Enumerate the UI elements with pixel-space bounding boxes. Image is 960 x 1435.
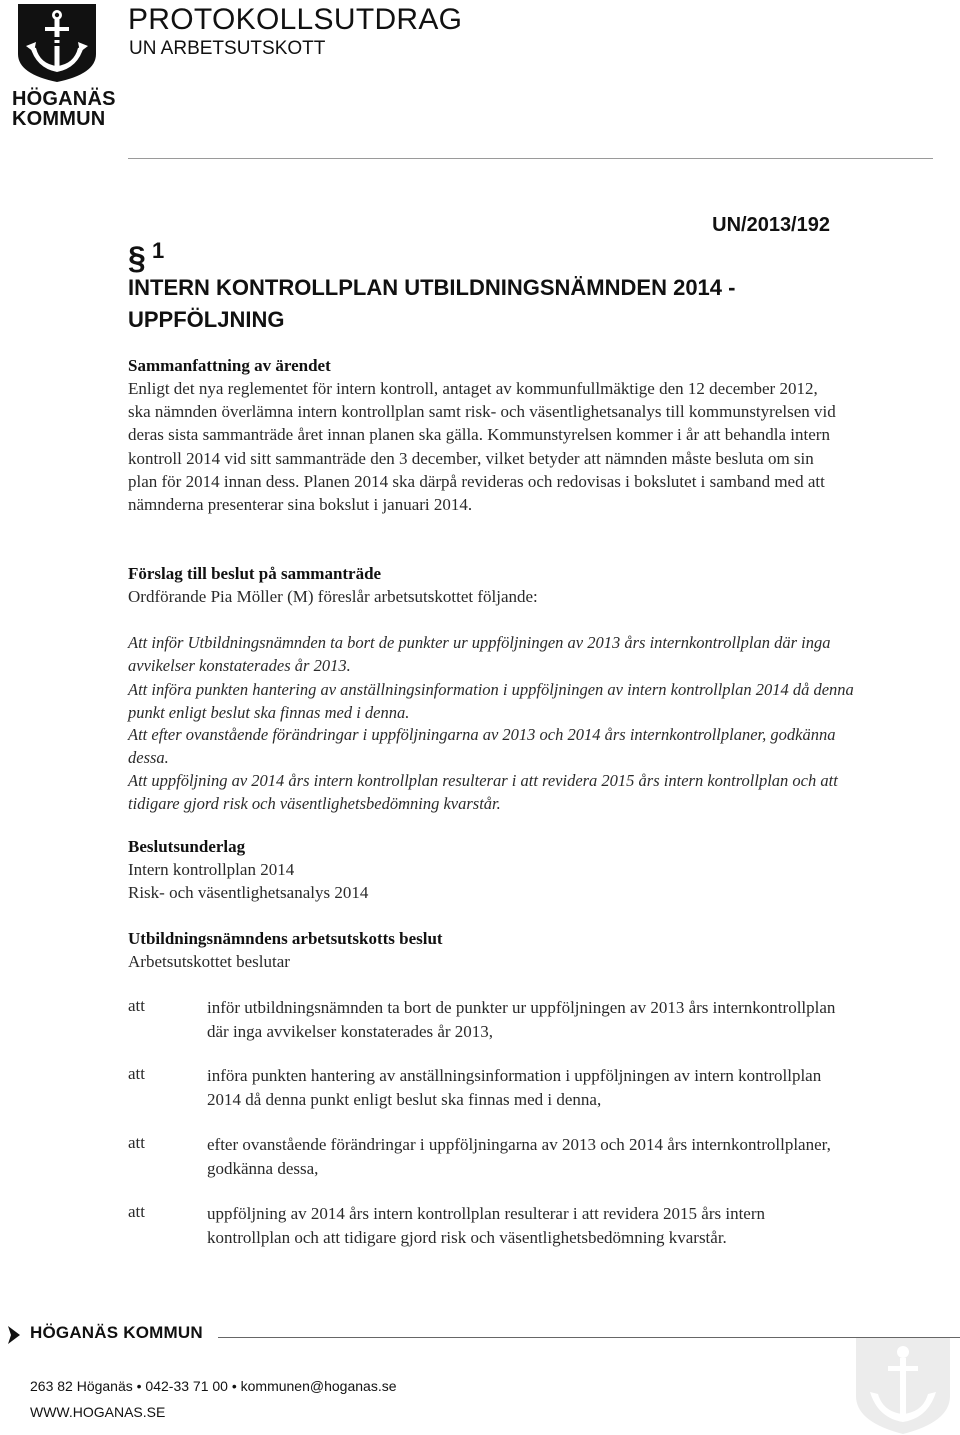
footer-contact: 263 82 Höganäs • 042-33 71 00 • kommunen@hoganas.se: [30, 1378, 397, 1394]
document-subtitle: UN ARBETSUTSKOTT: [129, 38, 326, 59]
hoganas-logo: [12, 2, 116, 130]
decision-item-text: införa punkten hantering av anställningsinformation i uppföljningen av intern kontrollplan 2014 då denna punkt enligt beslut ska finnas med i denna,: [207, 1066, 822, 1109]
section-number: 1: [152, 238, 165, 263]
decision-item-text: efter ovanstående förändringar i uppföljningarna av 2013 och 2014 års internkontrollplaner, godkänna dessa,: [207, 1135, 831, 1178]
basis-item: Intern kontrollplan 2014: [128, 860, 295, 879]
proposal-item: Att införa punkten hantering av anställningsinformation i uppföljningen av intern kontrollplan 2014 då denna punkt enligt beslut ska finnas med i denna.: [128, 680, 854, 722]
logo-text-kommun: KOMMUN: [12, 108, 106, 130]
anchor-shield-icon: [12, 2, 102, 84]
document-title: PROTOKOLLSUTDRAG: [128, 3, 463, 36]
proposal-item: Att efter ovanstående förändringar i uppföljningarna av 2013 och 2014 års internkontrollplaner, godkänna dessa.: [128, 725, 836, 767]
basis-item: Risk- och väsentlighetsanalys 2014: [128, 883, 369, 902]
section-symbol-glyph: §: [128, 240, 146, 276]
proposal-intro: Ordförande Pia Möller (M) föreslår arbetsutskottet följande:: [128, 587, 538, 606]
decision-item-text: inför utbildningsnämnden ta bort de punkter ur uppföljningen av 2013 års internkontrollplan där inga avvikelser konstaterades år 2013,: [207, 998, 836, 1041]
proposal-item: Att uppföljning av 2014 års intern kontrollplan resulterar i att revidera 2015 års intern kontrollplan och att tidigare gjord risk och väsentlighetsbedömning kvarstår.: [128, 771, 838, 813]
decision-item-marker: att: [128, 1064, 145, 1083]
anchor-watermark-icon: [846, 1334, 960, 1435]
proposal-item: Att inför Utbildningsnämnden ta bort de punkter ur uppföljningen av 2013 års internkontrollplan där inga avvikelser konstaterades år 2013.: [128, 633, 831, 675]
decision-heading: Utbildningsnämndens arbetsutskotts beslut: [128, 929, 443, 948]
decision-intro: Arbetsutskottet beslutar: [128, 952, 290, 971]
decision-item-text: uppföljning av 2014 års intern kontrollplan resulterar i att revidera 2015 års intern kontrollplan och att tidigare gjord risk och väsentlighetsbedömning kvarstår.: [207, 1204, 766, 1247]
summary-heading: Sammanfattning av ärendet: [128, 356, 331, 375]
decision-item-marker: att: [128, 1133, 145, 1152]
summary-text: Enligt det nya reglementet för intern kontroll, antaget av kommunfullmäktige den 12 december 2012, ska nämnden överlämna intern kontrollplan samt risk- och väsentlighetsanalys till kommunstyrelsen vid deras sista sammanträde året innan planen ska gälla. Kommunstyrelsen kommer i år att behandla intern kontroll 2014 vid sitt sammanträde den 3 december, vilket betyder att nämnden måste besluta om sin plan för 2014 innan dess. Planen 2014 ska därpå revideras och redovisas i bokslutet i samband med att nämnderna presenterar sina bokslut i januari 2014.: [128, 379, 836, 515]
header-divider: [128, 158, 933, 159]
footer-website-link[interactable]: WWW.HOGANAS.SE: [30, 1404, 166, 1420]
decision-item-marker: att: [128, 1202, 145, 1221]
proposal-heading: Förslag till beslut på sammanträde: [128, 564, 382, 583]
case-title: INTERN KONTROLLPLAN UTBILDNINGSNÄMNDEN 2014 - UPPFÖLJNING: [128, 275, 736, 332]
case-number: UN/2013/192: [712, 214, 830, 236]
logo-text-hoganas: HÖGANÄS: [12, 88, 116, 110]
footer-organization-name: HÖGANÄS KOMMUN: [30, 1323, 203, 1342]
arrow-right-icon: [6, 1325, 22, 1345]
decision-item-marker: att: [128, 996, 145, 1015]
basis-heading: Beslutsunderlag: [128, 837, 246, 856]
